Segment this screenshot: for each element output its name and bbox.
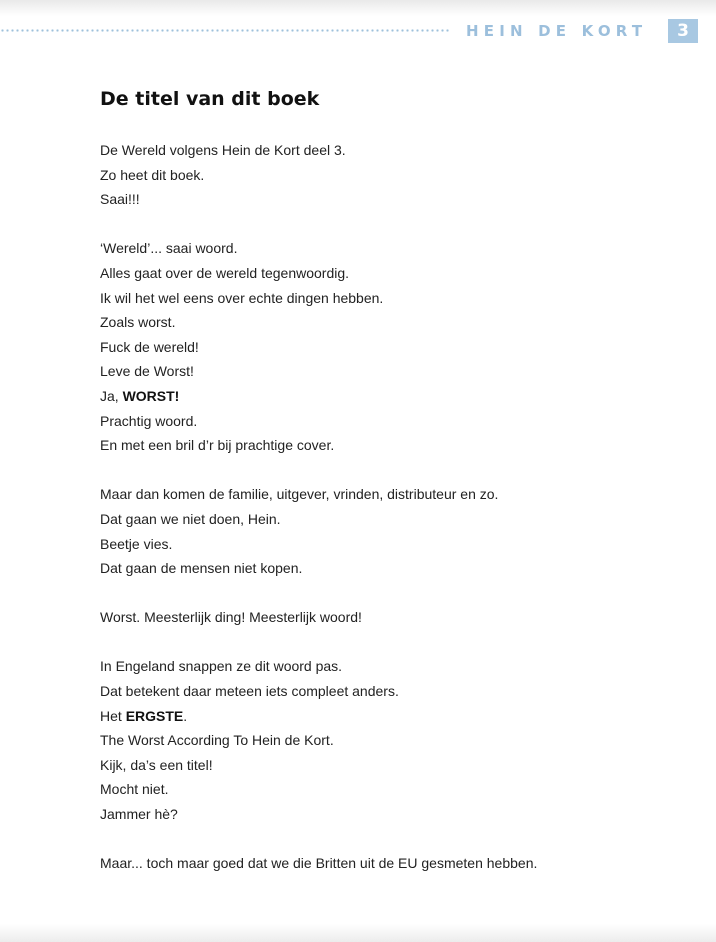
line-text: Leve de Worst! [100,363,194,380]
line-text: Het [100,707,126,724]
bottom-page-shadow [0,924,716,942]
text-line [100,532,700,557]
line-text: Dat gaan de mensen niet kopen. [100,560,303,577]
line-text: Maar dan komen de familie, uitgever, vrinden, distributeur en zo. [100,486,499,503]
line-text: Dat gaan we niet doen, Hein. [100,510,281,527]
paragraph [100,851,700,876]
text-line [100,777,700,802]
line-text: Jammer hè? [100,806,178,823]
paragraph [100,654,700,826]
line-text: Zoals worst. [100,314,176,331]
text-line [100,409,700,434]
line-text: The Worst According To Hein de Kort. [100,732,334,749]
emphasis-text: ERGSTE [125,707,184,724]
page-number-badge: 3 [668,19,698,43]
line-text: Ik wil het wel eens over echte dingen hebben. [100,289,384,306]
text-line [100,261,700,286]
text-line [100,679,700,704]
text-line [100,187,700,212]
text-line [100,482,700,507]
paragraph [100,605,700,630]
text-line [100,310,700,335]
line-text: Prachtig woord. [100,412,198,429]
line-text: Beetje vies. [100,535,173,552]
text-line [100,507,700,532]
text-line [100,384,700,409]
chapter-body [100,138,700,900]
text-line [100,163,700,188]
line-text: Dat betekent daar meteen iets compleet anders. [100,683,399,700]
line-text: Saai!!! [100,191,140,208]
text-line [100,753,700,778]
line-text: Alles gaat over de wereld tegenwoordig. [100,264,350,281]
line-text: Zo heet dit boek. [100,166,205,183]
text-line [100,236,700,261]
dotted-rule [0,29,450,32]
text-line [100,802,700,827]
line-text: Worst. Meesterlijk ding! Meesterlijk woord! [100,609,362,626]
paragraph [100,236,700,457]
text-line [100,359,700,384]
text-line [100,286,700,311]
line-text: Ja, [100,387,123,404]
paragraph [100,138,700,212]
text-line [100,728,700,753]
line-text: De Wereld volgens Hein de Kort deel 3. [100,142,346,158]
line-text: Maar... toch maar goed dat we die Britten uit de EU gesmeten hebben. [100,855,538,872]
running-head: HEIN DE KORT [466,22,648,40]
paragraph [100,482,700,580]
text-line [100,556,700,581]
text-line [100,704,700,729]
line-text: Fuck de wereld! [100,338,199,355]
chapter-title: De titel van dit boek [100,88,320,110]
text-line [100,605,700,630]
top-page-shadow [0,0,716,16]
line-text: In Engeland snappen ze dit woord pas. [100,658,343,675]
text-line [100,851,700,876]
text-line [100,433,700,458]
text-line [100,335,700,360]
emphasis-text: WORST! [122,387,180,404]
line-text-after: . [183,707,188,724]
text-line [100,654,700,679]
line-text: ‘Wereld’... saai woord. [100,240,238,257]
line-text: Mocht niet. [100,781,169,798]
line-text: Kijk, da’s een titel! [100,756,213,773]
line-text: En met een bril d’r bij prachtige cover. [100,437,335,454]
text-line [100,138,700,163]
